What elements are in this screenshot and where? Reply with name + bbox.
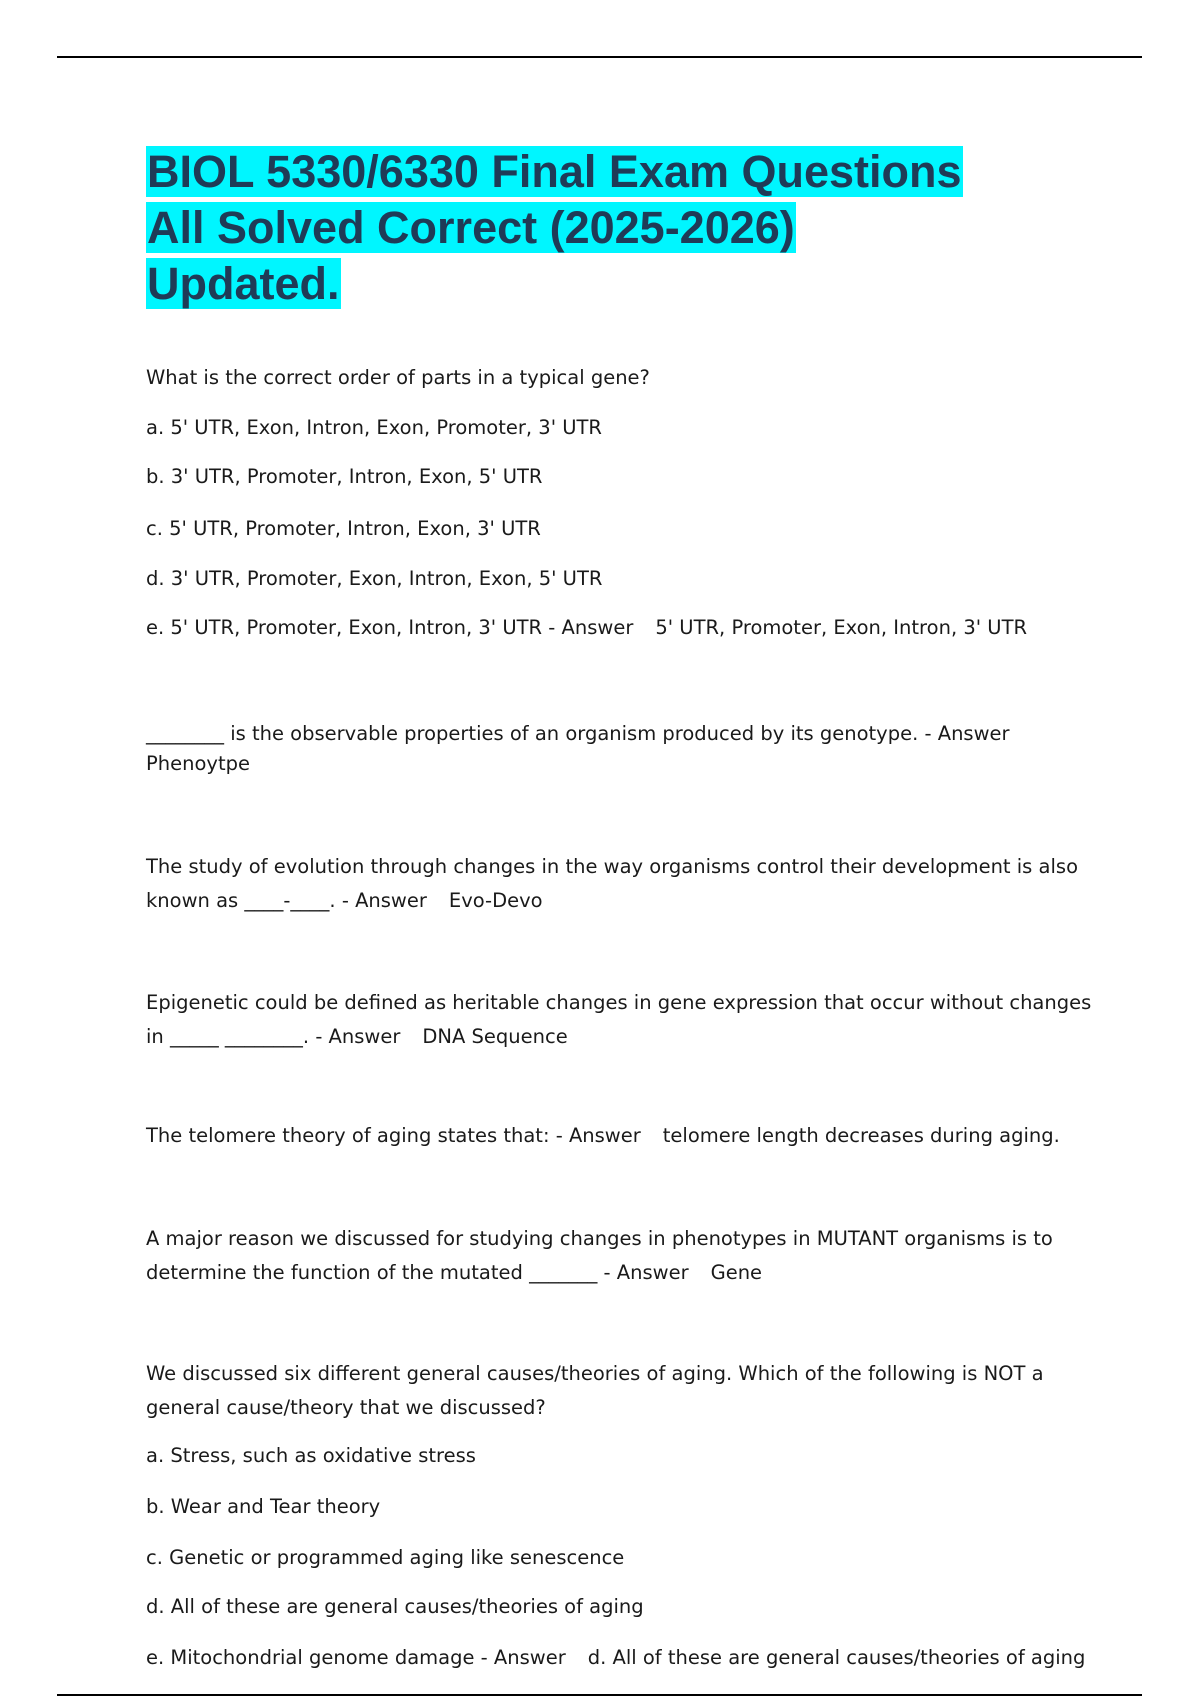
q4-line-1: Epigenetic could be defined as heritable changes in gene expression that occur without changes [146, 991, 1092, 1014]
document-title [146, 144, 1066, 312]
q7-option-b: b. Wear and Tear theory [146, 1495, 381, 1518]
q7-option-d: d. All of these are general causes/theories of aging [146, 1595, 644, 1618]
q6-line-2 [146, 1260, 762, 1286]
q1-option-e: e. 5' UTR, Promoter, Exon, Intron, 3' UTR - Answer [146, 616, 634, 639]
q7-option-e-with-answer [146, 1645, 1085, 1671]
bottom-rule [57, 1694, 1142, 1696]
q6-line-1: A major reason we discussed for studying changes in phenotypes in MUTANT organisms is to [146, 1227, 1053, 1250]
q5-prompt: The telomere theory of aging states that: - Answer [146, 1124, 641, 1147]
q6-answer: Gene [710, 1261, 763, 1284]
q1-option-b: b. 3' UTR, Promoter, Intron, Exon, 5' UTR [146, 465, 543, 488]
q1-option-c: c. 5' UTR, Promoter, Intron, Exon, 3' UTR [146, 517, 541, 540]
title-line-2: All Solved Correct (2025-2026) [147, 202, 795, 253]
title-line-1: BIOL 5330/6330 Final Exam Questions [147, 146, 962, 197]
q4-answer: DNA Sequence [422, 1025, 568, 1048]
q7-option-c: c. Genetic or programmed aging like senescence [146, 1546, 625, 1569]
q5-line-1 [146, 1123, 1060, 1149]
q1-option-d: d. 3' UTR, Promoter, Exon, Intron, Exon, 5' UTR [146, 567, 603, 590]
q7-line-2: general cause/theory that we discussed? [146, 1396, 546, 1419]
q6-prompt: determine the function of the mutated _______ - Answer [146, 1261, 689, 1284]
q3-answer: Evo-Devo [448, 889, 543, 912]
title-line-3: Updated. [147, 258, 340, 309]
q1-question: What is the correct order of parts in a typical gene? [146, 366, 650, 389]
q1-answer: 5' UTR, Promoter, Exon, Intron, 3' UTR [655, 616, 1028, 639]
q7-line-1: We discussed six different general causes/theories of aging. Which of the following is NOT a [146, 1362, 1044, 1385]
q3-prompt: known as ____-____. - Answer [146, 889, 427, 912]
q1-option-a: a. 5' UTR, Exon, Intron, Exon, Promoter, 3' UTR [146, 416, 602, 439]
q7-answer: d. All of these are general causes/theories of aging [587, 1646, 1086, 1669]
top-rule [57, 56, 1142, 58]
q3-line-2 [146, 888, 543, 914]
q5-answer: telomere length decreases during aging. [662, 1124, 1060, 1147]
q7-option-e: e. Mitochondrial genome damage - Answer [146, 1646, 566, 1669]
q4-prompt: in _____ ________. - Answer [146, 1025, 401, 1048]
q4-line-2 [146, 1024, 568, 1050]
q2-line-1: ________ is the observable properties of an organism produced by its genotype. - Answer [146, 722, 1010, 745]
q2-answer: Phenoytpe [146, 752, 250, 775]
q1-option-e-with-answer [146, 615, 1027, 641]
q3-line-1: The study of evolution through changes in the way organisms control their development is also [146, 855, 1079, 878]
q7-option-a: a. Stress, such as oxidative stress [146, 1444, 476, 1467]
